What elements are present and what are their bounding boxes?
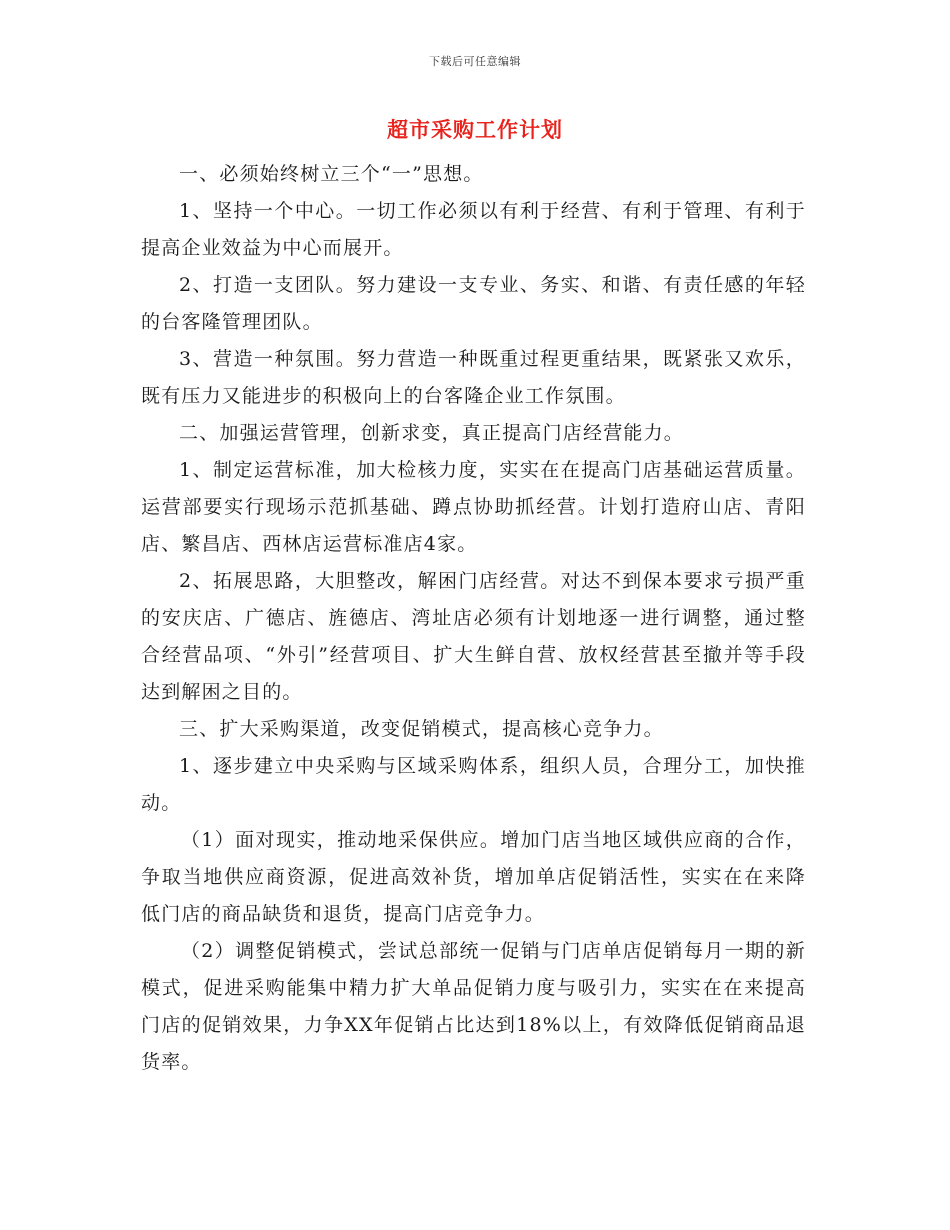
- paragraph-2-2: 2、拓展思路，大胆整改，解困门店经营。对达不到保本要求亏损严重的安庆店、广德店、旌德店、湾址店必须有计划地逐一进行调整，通过整合经营品项、“外引”经营项目、扩大生鲜自营、放权经营甚至撤并等手段达到解困之目的。: [141, 570, 806, 703]
- paragraph-1-3: 3、营造一种氛围。努力营造一种既重过程更重结果，既紧张又欢乐，既有压力又能进步的积极向上的台客隆企业工作氛围。: [141, 348, 806, 407]
- paragraph-1-2: 2、打造一支团队。努力建设一支专业、务实、和谐、有责任感的年轻的台客隆管理团队。: [141, 274, 806, 333]
- paragraph-1-1: 1、坚持一个中心。一切工作必须以有利于经营、有利于管理、有利于提高企业效益为中心而展开。: [141, 200, 806, 259]
- document-body: [141, 156, 806, 1081]
- paragraph-3-1-b: （2）调整促销模式，尝试总部统一促销与门店单店促销每月一期的新模式，促进采购能集中精力扩大单品促销力度与吸引力，实实在在来提高门店的促销效果，力争XX年促销占比达到18%以上，有效降低促销商品退货率。: [141, 940, 806, 1073]
- document-title: 超市采购工作计划: [387, 117, 563, 142]
- section-heading-1: 一、必须始终树立三个“一”思想。: [179, 163, 484, 185]
- paragraph-2-1: 1、制定运营标准，加大检核力度，实实在在提高门店基础运营质量。运营部要实行现场示范抓基础、蹲点协助抓经营。计划打造府山店、青阳店、繁昌店、西林店运营标准店4家。: [141, 459, 806, 555]
- header-note: 下载后可任意编辑: [429, 55, 521, 68]
- section-heading-2: 二、加强运营管理，创新求变，真正提高门店经营能力。: [179, 422, 685, 444]
- paragraph-3-1-a: （1）面对现实，推动地采保供应。增加门店当地区域供应商的合作，争取当地供应商资源，促进高效补货，增加单店促销活性，实实在在来降低门店的商品缺货和退货，提高门店竞争力。: [141, 829, 806, 925]
- section-heading-3: 三、扩大采购渠道，改变促销模式，提高核心竞争力。: [179, 718, 664, 740]
- paragraph-3-1: 1、逐步建立中央采购与区域采购体系，组织人员，合理分工，加快推动。: [141, 755, 806, 814]
